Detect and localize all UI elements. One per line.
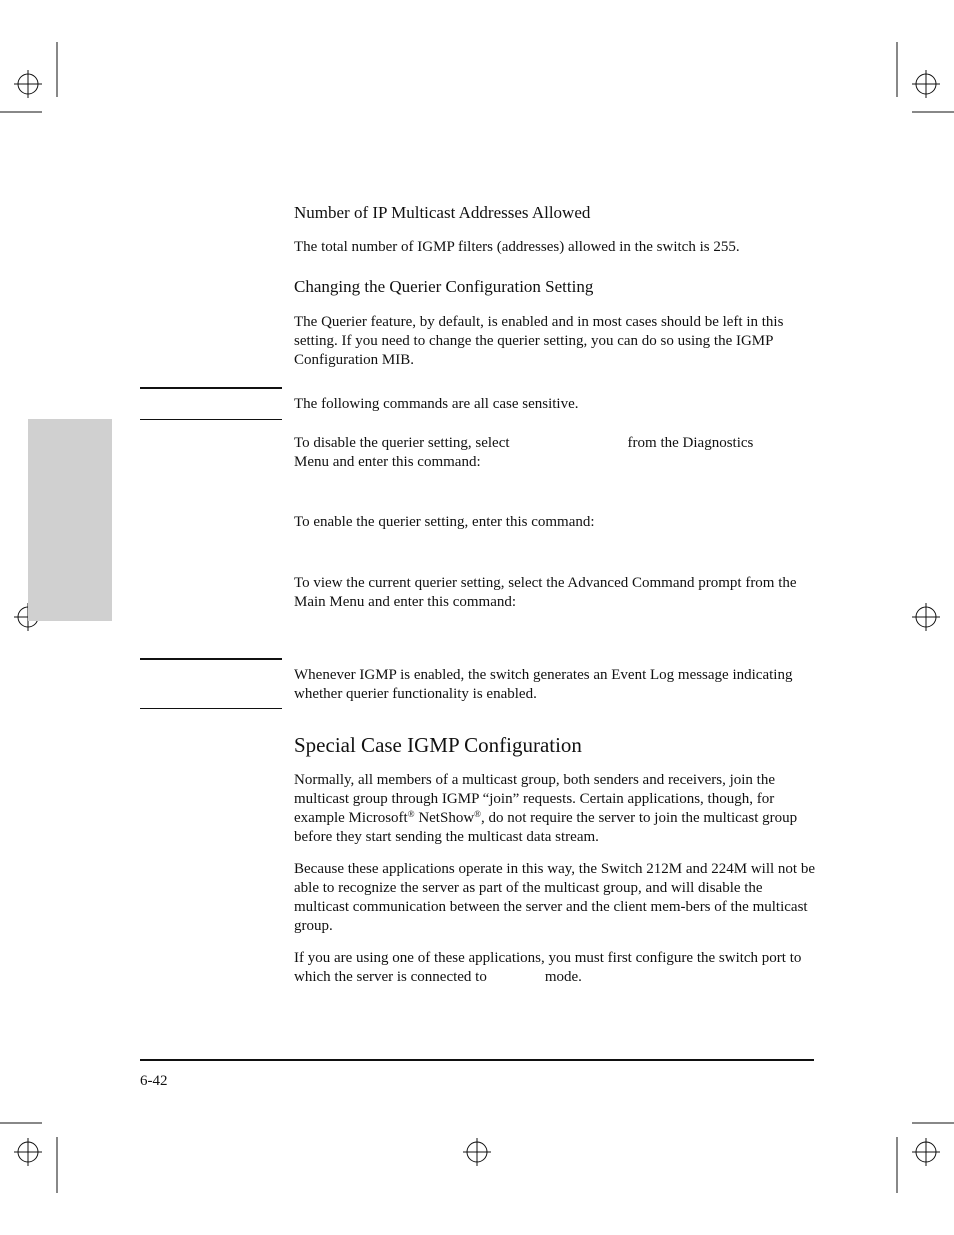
page-number: 6-42	[140, 1073, 168, 1089]
querier-text: The Querier feature, by default, is enabled and in most cases should be left in this setting. If you need to change the querier setting, you can do so using the IGMP Configuration MIB.	[294, 314, 784, 368]
note-event-log: Whenever IGMP is enabled, the switch generates an Event Log message indicating whether querier functionality is enabled.	[294, 667, 793, 702]
special-p3-b: mode.	[544, 969, 582, 985]
disable-text-b: from the Diagnostics	[627, 435, 754, 451]
special-p1-c: , do not require the server to join the multicast group before they start sending the multicast data stream.	[294, 810, 798, 845]
note-rule-bottom	[140, 419, 282, 420]
special-case-heading: Special Case IGMP Configuration	[294, 733, 582, 757]
special-p1-b: NetShow	[414, 810, 475, 826]
disable-querier-text	[294, 434, 818, 472]
note-case-sensitive: The following commands are all case sensitive.	[294, 396, 579, 412]
registered-mark-2: ®	[474, 809, 481, 819]
note-rule-top	[140, 387, 282, 389]
enable-querier-text: To enable the querier setting, enter this command:	[294, 514, 595, 530]
special-paragraph-1	[294, 771, 818, 847]
special-p1-a: Normally, all members of a multicast group, both senders and receivers, join the multicast group through IGMP “join” requests. Certain applications, though, for example Microsoft	[294, 772, 775, 826]
special-paragraph-2: Because these applications operate in this way, the Switch 212M and 224M will not be able to recognize the server as part of the multicast group, and will disable the multicast communication between the server and the client mem-bers of the multicast group.	[294, 861, 816, 934]
footer-rule	[140, 1059, 814, 1061]
special-p3-a: If you are using one of these applications, you must first configure the switch port to which the server is connected to	[294, 950, 802, 985]
note2-rule-top	[140, 658, 282, 660]
special-paragraph-3	[294, 949, 818, 987]
multicast-text: The total number of IGMP filters (addresses) allowed in the switch is 255.	[294, 239, 740, 255]
registered-mark-1: ®	[407, 809, 415, 819]
disable-text-c: Menu and enter this command:	[294, 454, 481, 470]
querier-heading: Changing the Querier Configuration Setting	[294, 277, 594, 296]
chapter-tab	[28, 419, 112, 621]
multicast-heading: Number of IP Multicast Addresses Allowed	[294, 203, 591, 222]
view-querier-text: To view the current querier setting, select the Advanced Command prompt from the Main Menu and enter this command:	[294, 575, 797, 610]
disable-text-a: To disable the querier setting, select	[294, 435, 510, 451]
note2-rule-bottom	[140, 708, 282, 709]
